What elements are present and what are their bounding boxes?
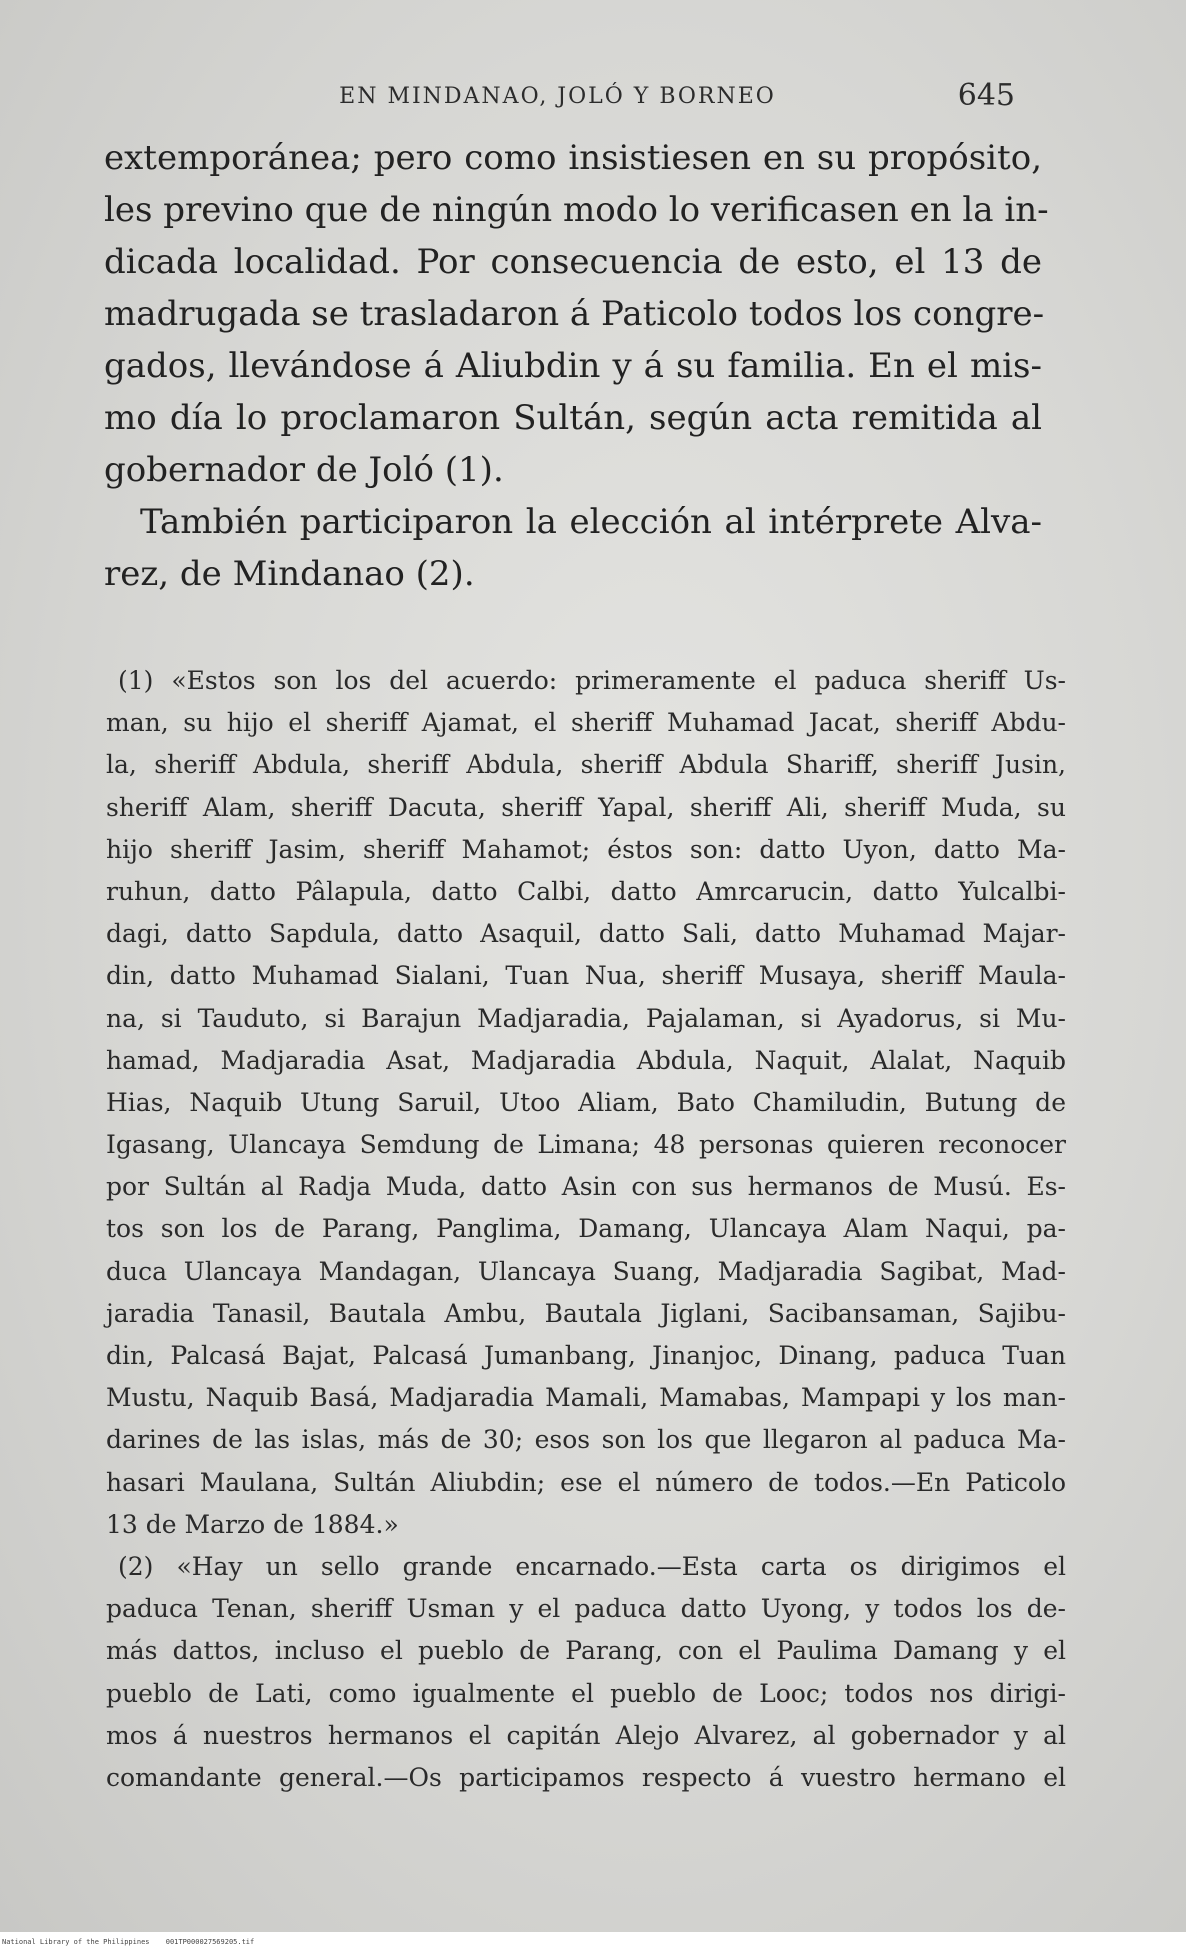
- footnote-line: la, sheriff Abdula, sheriff Abdula, sheriff Abdula Shariff, sheriff Jusin,: [106, 750, 1066, 780]
- text-line: También participaron la elección al intérprete Alva-: [140, 502, 1042, 542]
- footnote-line: (2) «Hay un sello grande encarnado.—Esta carta os dirigimos el: [118, 1551, 1066, 1581]
- footnote-line: din, datto Muhamad Sialani, Tuan Nua, sheriff Musaya, sheriff Maula-: [106, 961, 1066, 991]
- footnote-line: duca Ulancaya Mandagan, Ulancaya Suang, Madjaradia Sagibat, Mad-: [106, 1256, 1066, 1286]
- main-text: [104, 132, 1049, 600]
- footnote-line: (1) «Estos son los del acuerdo: primeramente el paduca sheriff Us-: [118, 666, 1066, 695]
- page-header: [100, 78, 1015, 114]
- text-line: les previno que de ningún modo lo verificasen en la in-: [104, 190, 1049, 230]
- text-line: gobernador de Joló (1).: [104, 450, 504, 490]
- footnote-line: na, si Tauduto, si Barajun Madjaradia, Pajalaman, si Ayadorus, si Mu-: [106, 1003, 1066, 1033]
- text-line: rez, de Mindanao (2).: [104, 554, 475, 594]
- footnote-line: darines de las islas, más de 30; esos son los que llegaron al paduca Ma-: [106, 1425, 1066, 1455]
- text-line: gados, llevándose á Aliubdin y á su familia. En el mis-: [104, 346, 1042, 386]
- file-id: 001TP000027569205.tif: [165, 1938, 255, 1946]
- footnote-line: jaradia Tanasil, Bautala Ambu, Bautala Jiglani, Sacibansaman, Sajibu-: [106, 1298, 1066, 1328]
- footnote-line: din, Palcasá Bajat, Palcasá Jumanbang, Jinanjoc, Dinang, paduca Tuan: [106, 1341, 1066, 1370]
- footnote-line: tos son los de Parang, Panglima, Damang, Ulancaya Alam Naqui, pa-: [106, 1214, 1066, 1244]
- footnote-line: pueblo de Lati, como igualmente el pueblo de Looc; todos nos dirigi-: [106, 1678, 1066, 1708]
- text-line: extemporánea; pero como insistiesen en su propósito,: [104, 138, 1042, 178]
- footnote-line: hamad, Madjaradia Asat, Madjaradia Abdula, Naquit, Alalat, Naquib: [106, 1045, 1066, 1075]
- footnote-line: Hias, Naquib Utung Saruil, Utoo Aliam, Bato Chamiludin, Butung de: [106, 1087, 1066, 1117]
- scan-footer: [0, 1934, 1186, 1950]
- footnote-line: paduca Tenan, sheriff Usman y el paduca datto Uyong, y todos los de-: [106, 1594, 1066, 1624]
- footnote-line: más dattos, incluso el pueblo de Parang, con el Paulima Damang y el: [106, 1636, 1066, 1666]
- footnote-line: man, su hijo el sheriff Ajamat, el sheriff Muhamad Jacat, sheriff Abdu-: [106, 708, 1066, 738]
- running-title: EN MINDANAO, JOLÓ Y BORNEO: [339, 84, 776, 109]
- footnote-line: dagi, datto Sapdula, datto Asaquil, datto Sali, datto Muhamad Majar-: [106, 919, 1066, 949]
- footnote-line: Igasang, Ulancaya Semdung de Limana; 48 personas quieren reconocer: [106, 1130, 1066, 1160]
- footnote-line: ruhun, datto Pâlapula, datto Calbi, datto Amrcarucin, datto Yulcalbi-: [106, 876, 1066, 906]
- footnote-line: comandante general.—Os participamos respecto á vuestro hermano el: [106, 1762, 1066, 1792]
- text-line: dicada localidad. Por consecuencia de esto, el 13 de: [104, 242, 1042, 282]
- footnotes: [106, 660, 1066, 1799]
- footnote-line: hasari Maulana, Sultán Aliubdin; ese el número de todos.—En Paticolo: [106, 1467, 1066, 1497]
- text-line: madrugada se trasladaron á Paticolo todos los congre-: [104, 294, 1045, 334]
- footnote-line: hijo sheriff Jasim, sheriff Mahamot; éstos son: datto Uyon, datto Ma-: [106, 834, 1066, 864]
- text-line: mo día lo proclamaron Sultán, según acta remitida al: [104, 398, 1042, 438]
- footnote-line: sheriff Alam, sheriff Dacuta, sheriff Yapal, sheriff Ali, sheriff Muda, su: [106, 792, 1066, 822]
- library-credit: National Library of the Philippines: [2, 1938, 150, 1946]
- footnote-line: Mustu, Naquib Basá, Madjaradia Mamali, Mamabas, Mampapi y los man-: [106, 1383, 1066, 1413]
- page-number: 645: [957, 78, 1015, 113]
- footnote-line: por Sultán al Radja Muda, datto Asin con sus hermanos de Musú. Es-: [106, 1172, 1066, 1202]
- footnote-line: mos á nuestros hermanos el capitán Alejo Alvarez, al gobernador y al: [106, 1720, 1066, 1750]
- footnote-line: 13 de Marzo de 1884.»: [106, 1509, 399, 1539]
